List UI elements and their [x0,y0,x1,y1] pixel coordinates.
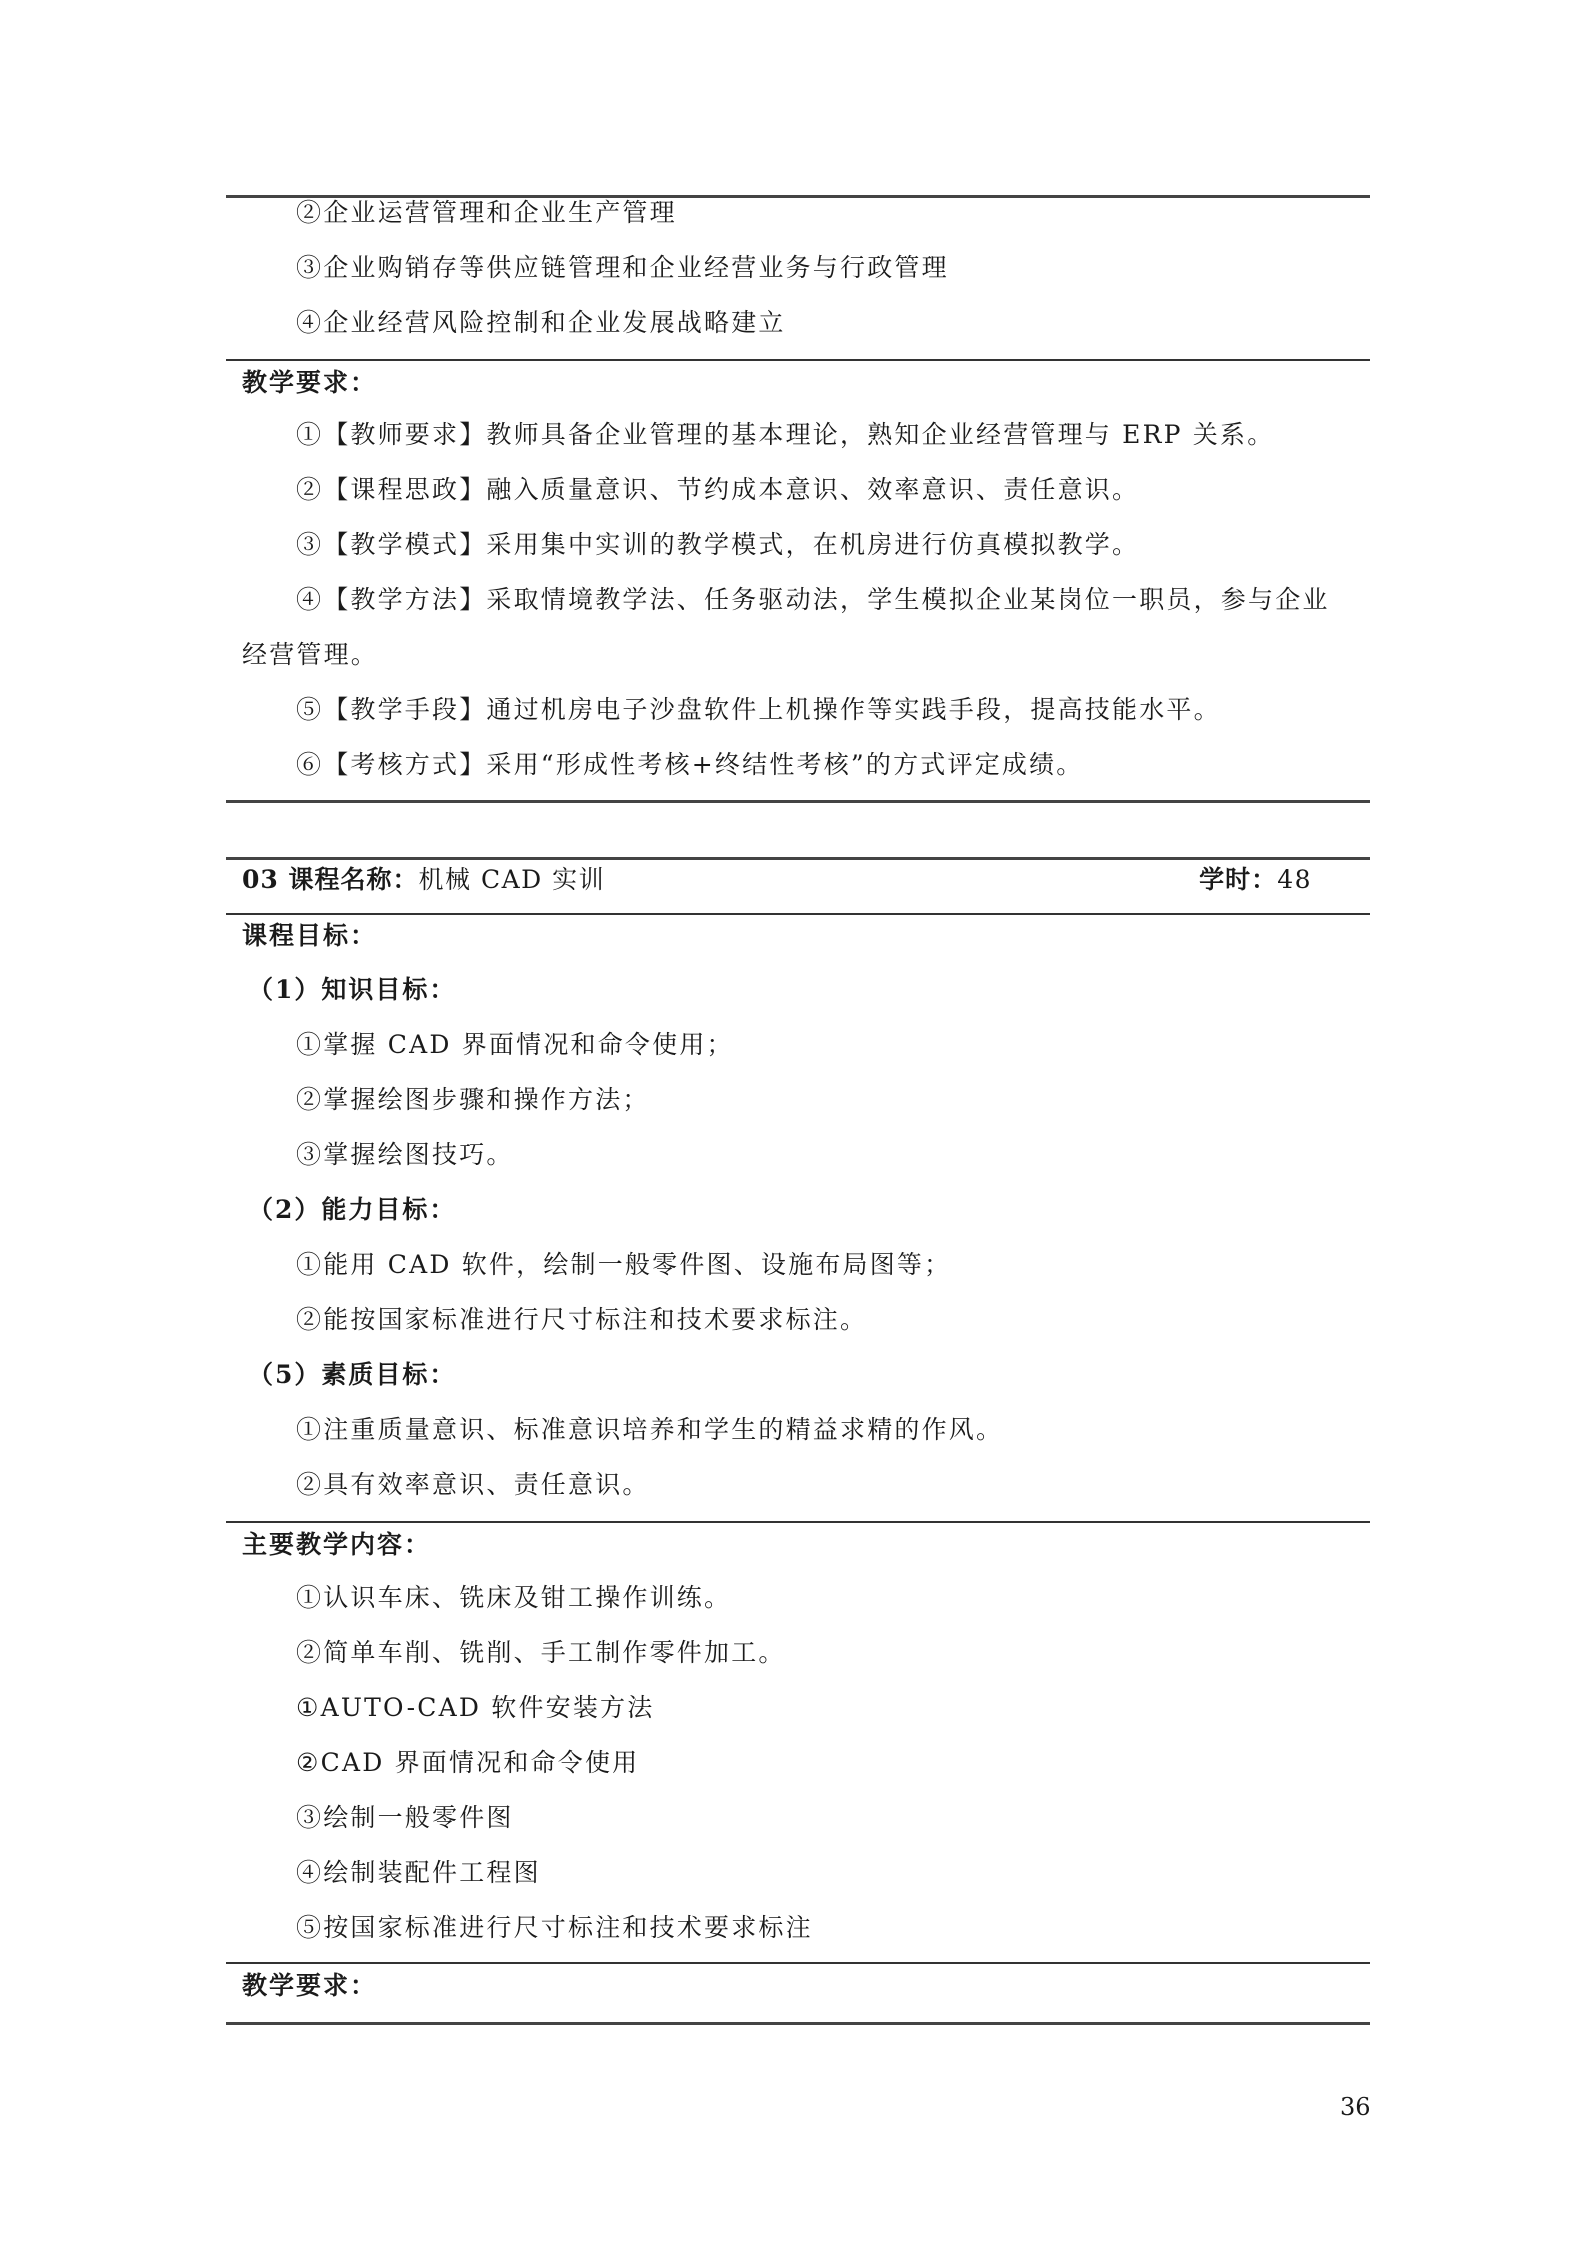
objective-item: ②能按国家标准进行尺寸标注和技术要求标注。 [296,1305,868,1334]
main-content-heading: 主要教学内容： [242,1530,432,1559]
course-name-label: 03 课程名称： [242,865,419,894]
section-divider [226,359,1370,361]
objective-item: ①注重质量意识、标准意识培养和学生的精益求精的作风。 [296,1415,1004,1444]
section-divider [226,913,1370,915]
content-item: ⑤按国家标准进行尺寸标注和技术要求标注 [296,1913,813,1942]
requirement-item: ②【课程思政】融入质量意识、节约成本意识、效率意识、责任意识。 [296,475,1140,504]
requirement-item-continuation: 经营管理。 [242,640,379,669]
content-item: ④企业经营风险控制和企业发展战略建立 [296,308,786,337]
content-item: ②简单车削、铣削、手工制作零件加工。 [296,1638,786,1667]
course-header [242,862,1312,898]
requirement-item: ③【教学模式】采用集中实训的教学模式，在机房进行仿真模拟教学。 [296,530,1140,559]
requirement-item: ⑤【教学手段】通过机房电子沙盘软件上机操作等实践手段，提高技能水平。 [296,695,1221,724]
quality-objectives-title: （5）素质目标： [248,1360,457,1389]
content-item: ②企业运营管理和企业生产管理 [296,198,677,227]
content-item: ③绘制一般零件图 [296,1803,514,1832]
content-item: ④绘制装配件工程图 [296,1858,541,1887]
content-item: ①认识车床、铣床及钳工操作训练。 [296,1583,732,1612]
ability-objectives-title: （2）能力目标： [248,1195,457,1224]
objective-item: ①掌握 CAD 界面情况和命令使用； [296,1030,734,1059]
teaching-requirements-heading: 教学要求： [242,1971,378,2000]
section-divider [226,1521,1370,1523]
objective-item: ①能用 CAD 软件，绘制一般零件图、设施布局图等； [296,1250,952,1279]
course-hours-label: 学时： [1199,865,1278,894]
objective-item: ②具有效率意识、责任意识。 [296,1470,650,1499]
requirement-item: ①【教师要求】教师具备企业管理的基本理论，熟知企业经营管理与 ERP 关系。 [296,420,1275,449]
teaching-requirements-heading: 教学要求： [242,368,378,397]
course-hours [1199,862,1312,898]
requirement-item: ④【教学方法】采取情境教学法、任务驱动法，学生模拟企业某岗位一职员，参与企业 [296,585,1330,614]
objectives-heading: 课程目标： [242,921,378,950]
table-bottom-rule [226,800,1370,803]
content-item: ③企业购销存等供应链管理和企业经营业务与行政管理 [296,253,949,282]
content-item: ①AUTO-CAD 软件安装方法 [296,1693,655,1722]
requirement-item: ⑥【考核方式】采用“形成性考核+终结性考核”的方式评定成绩。 [296,750,1084,779]
objective-item: ②掌握绘图步骤和操作方法； [296,1085,650,1114]
course-hours-value: 48 [1277,865,1312,894]
table-top-rule [226,857,1370,860]
page-number: 36 [1340,2093,1371,2121]
content-item: ②CAD 界面情况和命令使用 [296,1748,640,1777]
section-divider [226,1962,1370,1964]
table-bottom-rule [226,2022,1370,2025]
course-name-value: 机械 CAD 实训 [418,865,606,894]
objective-item: ③掌握绘图技巧。 [296,1140,514,1169]
knowledge-objectives-title: （1）知识目标： [248,975,457,1004]
